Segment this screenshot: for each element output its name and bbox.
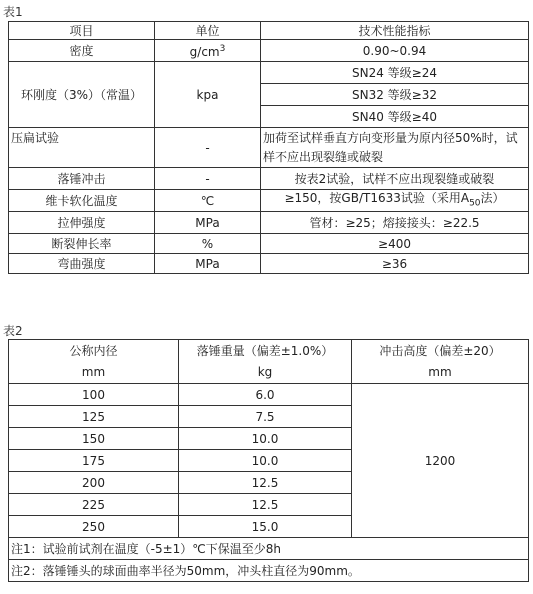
impact-unit: -: [155, 168, 261, 190]
header-weight: 落锤重量（偏差±1.0%）: [179, 340, 352, 362]
elongation-unit: %: [155, 234, 261, 254]
tensile-value: 管材：≥25；熔接接头：≥22.5: [261, 212, 529, 234]
weight-cell: 15.0: [179, 516, 352, 538]
bending-unit: MPa: [155, 254, 261, 274]
row-vicat: [9, 190, 529, 212]
flatten-value: 加荷至试样垂直方向变形量为原内径50%时，试样不应出现裂缝或破裂: [261, 128, 529, 168]
header-spec: 技术性能指标: [261, 22, 529, 40]
header-diameter: 公称内径: [9, 340, 179, 362]
density-unit: $g/cm^3$: [155, 40, 261, 62]
row-tensile: [9, 212, 529, 234]
note-1: 注1：试验前试剂在温度（-5±1）℃下保温至少8h: [9, 538, 529, 560]
elongation-value: ≥400: [261, 234, 529, 254]
note-row-1: [9, 538, 529, 560]
bending-item: 弯曲强度: [9, 254, 155, 274]
impact-value: 按表2试验，试样不应出现裂缝或破裂: [261, 168, 529, 190]
flatten-unit: -: [155, 128, 261, 168]
table2-units-row: [9, 362, 529, 384]
row-impact: [9, 168, 529, 190]
diameter-cell: 100: [9, 384, 179, 406]
impact-item: 落锤冲击: [9, 168, 155, 190]
row-flatten: [9, 128, 529, 168]
row-bending: [9, 254, 529, 274]
diameter-cell: 225: [9, 494, 179, 516]
weight-cell: 12.5: [179, 472, 352, 494]
vicat-value: ≥150，按GB/T1633试验（采用$A_{50}$法）: [261, 190, 529, 212]
row-stiffness: [9, 62, 529, 84]
stiffness-unit: kpa: [155, 62, 261, 128]
note-2: 注2：落锤锤头的球面曲率半径为50mm，冲头柱直径为90mm。: [9, 560, 529, 582]
note-row-2: [9, 560, 529, 582]
unit-height: mm: [352, 362, 529, 384]
diameter-cell: 175: [9, 450, 179, 472]
weight-cell: 6.0: [179, 384, 352, 406]
row-density: [9, 40, 529, 62]
table2-caption: 表2: [3, 324, 23, 338]
stiffness-sn40: SN40 等级≥40: [261, 106, 529, 128]
row-elongation: [9, 234, 529, 254]
elongation-item: 断裂伸长率: [9, 234, 155, 254]
height-cell: 1200: [352, 384, 529, 538]
diameter-cell: 250: [9, 516, 179, 538]
table1-caption: 表1: [3, 5, 23, 19]
header-unit: 单位: [155, 22, 261, 40]
unit-weight: kg: [179, 362, 352, 384]
diameter-cell: 125: [9, 406, 179, 428]
weight-cell: 12.5: [179, 494, 352, 516]
table1-header-row: [9, 22, 529, 40]
header-item: 项目: [9, 22, 155, 40]
flatten-item: 压扁试验: [9, 128, 155, 168]
header-height: 冲击高度（偏差±20）: [352, 340, 529, 362]
weight-cell: 7.5: [179, 406, 352, 428]
diameter-cell: 150: [9, 428, 179, 450]
stiffness-sn32: SN32 等级≥32: [261, 84, 529, 106]
unit-diameter: mm: [9, 362, 179, 384]
tensile-item: 拉伸强度: [9, 212, 155, 234]
table2-header-row: [9, 340, 529, 362]
table-row: [9, 384, 529, 406]
diameter-cell: 200: [9, 472, 179, 494]
table2: [8, 339, 529, 582]
density-item: 密度: [9, 40, 155, 62]
bending-value: ≥36: [261, 254, 529, 274]
vicat-unit: ℃: [155, 190, 261, 212]
weight-cell: 10.0: [179, 450, 352, 472]
vicat-item: 维卡软化温度: [9, 190, 155, 212]
weight-cell: 10.0: [179, 428, 352, 450]
tensile-unit: MPa: [155, 212, 261, 234]
table1: [8, 21, 529, 274]
stiffness-sn24: SN24 等级≥24: [261, 62, 529, 84]
density-value: 0.90~0.94: [261, 40, 529, 62]
stiffness-item: 环刚度（3%）（常温）: [9, 62, 155, 128]
